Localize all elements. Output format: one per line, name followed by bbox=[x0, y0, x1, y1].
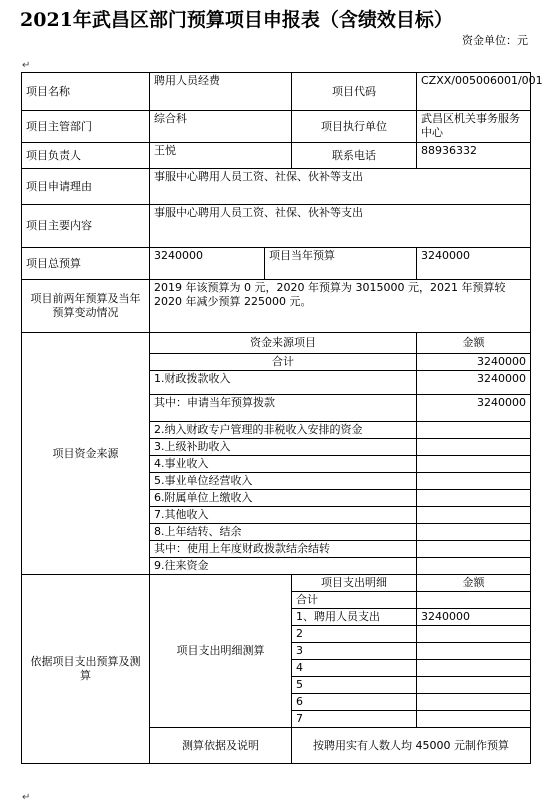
expense-col-detail: 项目支出明细 bbox=[292, 575, 417, 592]
funding-col-source: 资金来源项目 bbox=[150, 333, 417, 354]
expense-row-amount bbox=[417, 694, 531, 711]
expense-row-name: 1、聘用人员支出 bbox=[292, 609, 417, 626]
funding-row-name: 1.财政拨款收入 bbox=[150, 371, 417, 395]
project-code-label: 项目代码 bbox=[292, 73, 417, 111]
expense-row-amount bbox=[417, 711, 531, 728]
funding-row-name: 6.附属单位上缴收入 bbox=[150, 490, 417, 507]
expense-row-amount bbox=[417, 643, 531, 660]
expense-col-amount: 金额 bbox=[417, 575, 531, 592]
expense-row-name: 4 bbox=[292, 660, 417, 677]
funding-row-amount bbox=[417, 473, 531, 490]
funding-row-name: 其中：申请当年预算拨款 bbox=[150, 395, 417, 422]
expense-row-name: 7 bbox=[292, 711, 417, 728]
dept-label: 项目主管部门 bbox=[22, 111, 150, 143]
funding-row-name: 3.上级补助收入 bbox=[150, 439, 417, 456]
year-budget-value: 3240000 bbox=[417, 248, 531, 280]
owner-label: 项目负责人 bbox=[22, 143, 150, 169]
expense-row-name: 5 bbox=[292, 677, 417, 694]
funding-row-amount bbox=[417, 524, 531, 541]
expense-row-name: 合计 bbox=[292, 592, 417, 609]
funding-row-amount bbox=[417, 422, 531, 439]
exec-unit-value: 武昌区机关事务服务中心 bbox=[417, 111, 531, 143]
calc-basis-label: 测算依据及说明 bbox=[150, 728, 292, 764]
project-table bbox=[21, 72, 543, 764]
currency-unit: 资金单位：元 bbox=[462, 34, 528, 47]
paragraph-mark: ↵ bbox=[22, 60, 31, 71]
funding-row-amount bbox=[417, 439, 531, 456]
exec-unit-label: 项目执行单位 bbox=[292, 111, 417, 143]
year-budget-label: 项目当年预算 bbox=[265, 248, 417, 280]
funding-row-amount bbox=[417, 507, 531, 524]
content-label: 项目主要内容 bbox=[22, 205, 150, 248]
expense-detail-label: 项目支出明细测算 bbox=[150, 575, 292, 728]
expense-row-amount: 3240000 bbox=[417, 609, 531, 626]
funding-row-amount: 3240000 bbox=[417, 371, 531, 395]
total-label: 项目总预算 bbox=[22, 248, 150, 280]
expense-row-name: 6 bbox=[292, 694, 417, 711]
phone-label: 联系电话 bbox=[292, 143, 417, 169]
funding-row-amount bbox=[417, 558, 531, 575]
funding-col-amount: 金额 bbox=[417, 333, 531, 354]
funding-row-name: 9.往来资金 bbox=[150, 558, 417, 575]
budget-change-label: 项目前两年预算及当年预算变动情况 bbox=[22, 280, 150, 333]
expense-row-name: 3 bbox=[292, 643, 417, 660]
expense-row-amount bbox=[417, 677, 531, 694]
funding-row-amount bbox=[417, 490, 531, 507]
phone-value: 88936332 bbox=[417, 143, 531, 169]
funding-row-name: 合计 bbox=[150, 354, 417, 371]
funding-row-name: 2.纳入财政专户管理的非税收入安排的资金 bbox=[150, 422, 417, 439]
calc-basis-value: 按聘用实有人数人均 45000 元制作预算 bbox=[292, 728, 531, 764]
funding-row-name: 7.其他收入 bbox=[150, 507, 417, 524]
expense-row-amount bbox=[417, 660, 531, 677]
funding-row-name: 8.上年结转、结余 bbox=[150, 524, 417, 541]
page-title: 2021年武昌区部门预算项目申报表（含绩效目标） bbox=[20, 9, 453, 31]
reason-value: 事服中心聘用人员工资、社保、伙补等支出 bbox=[150, 169, 531, 205]
total-value: 3240000 bbox=[150, 248, 265, 280]
project-name-value: 聘用人员经费 bbox=[150, 73, 292, 111]
funding-row-amount bbox=[417, 541, 531, 558]
funding-source-label: 项目资金来源 bbox=[22, 333, 150, 575]
expense-row-amount bbox=[417, 592, 531, 609]
expense-basis-label: 依据项目支出预算及测算 bbox=[22, 575, 150, 764]
reason-label: 项目申请理由 bbox=[22, 169, 150, 205]
funding-row-amount: 3240000 bbox=[417, 354, 531, 371]
funding-row-amount: 3240000 bbox=[417, 395, 531, 422]
project-name-label: 项目名称 bbox=[22, 73, 150, 111]
paragraph-mark: ↵ bbox=[22, 792, 31, 803]
expense-row-amount bbox=[417, 626, 531, 643]
funding-row-name: 4.事业收入 bbox=[150, 456, 417, 473]
budget-change-value: 2019 年该预算为 0 元，2020 年预算为 3015000 元，2021 年预算较 2020 年减少预算 225000 元。 bbox=[150, 280, 531, 333]
content-value: 事服中心聘用人员工资、社保、伙补等支出 bbox=[150, 205, 531, 248]
funding-row-name: 5.事业单位经营收入 bbox=[150, 473, 417, 490]
dept-value: 综合科 bbox=[150, 111, 292, 143]
expense-row-name: 2 bbox=[292, 626, 417, 643]
funding-row-amount bbox=[417, 456, 531, 473]
project-form bbox=[21, 72, 543, 764]
funding-row-name: 其中：使用上年度财政拨款结余结转 bbox=[150, 541, 417, 558]
project-code-value: CZXX/005006001/001 bbox=[417, 73, 531, 111]
owner-value: 王悦 bbox=[150, 143, 292, 169]
